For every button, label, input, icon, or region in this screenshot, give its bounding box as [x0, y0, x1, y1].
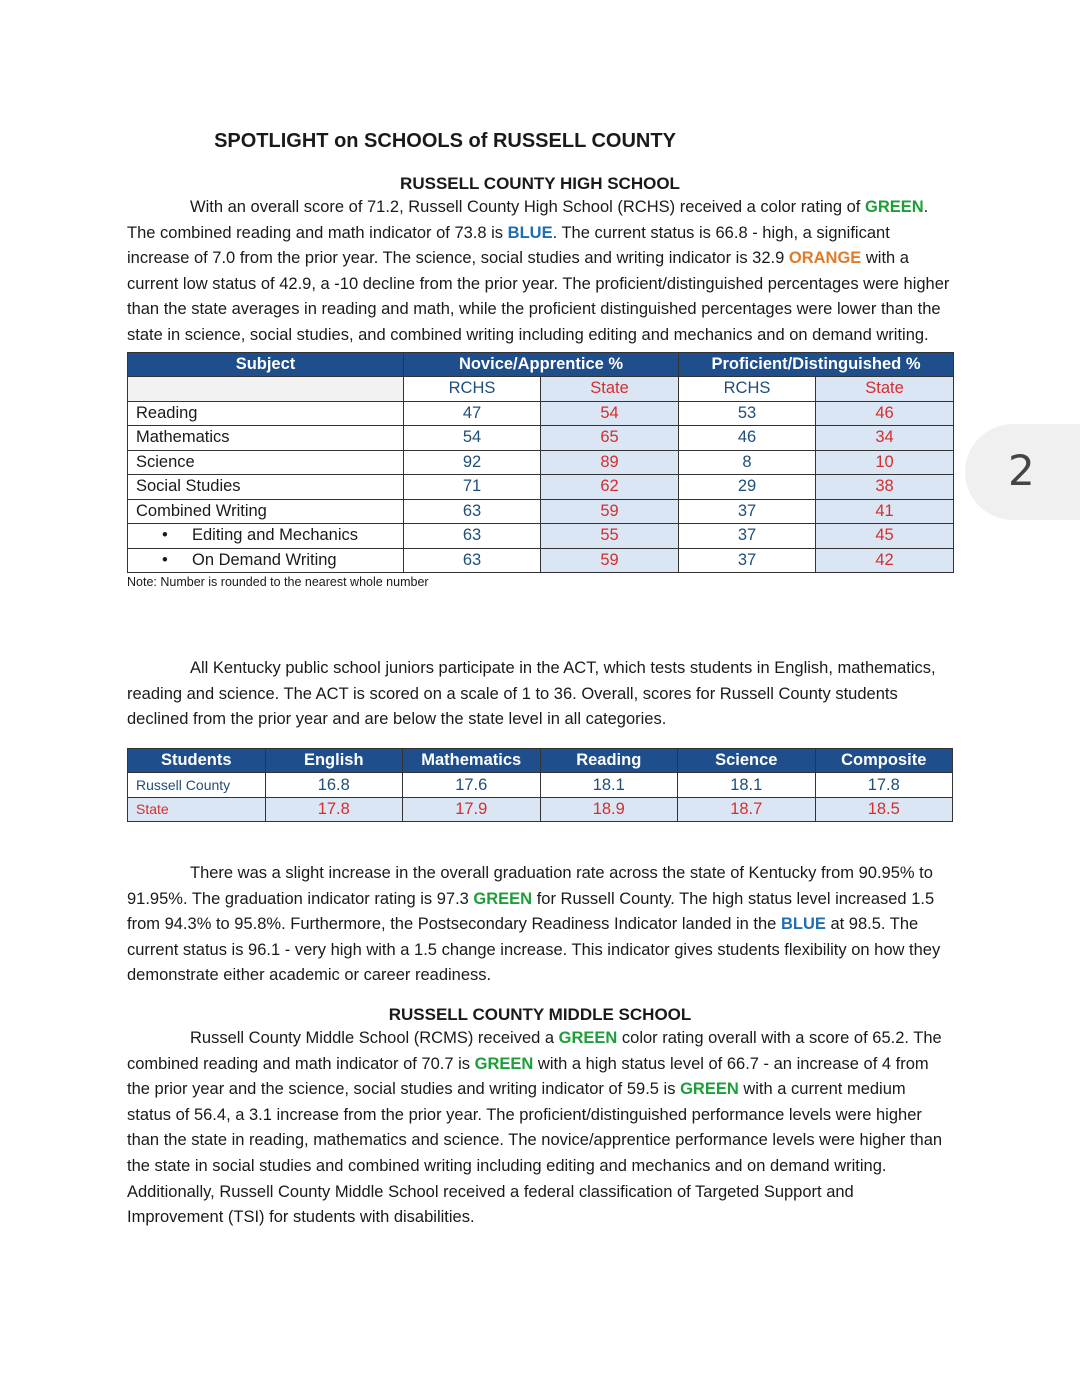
- cell: 65: [541, 426, 679, 451]
- text-run: Russell County Middle School (RCMS) received a: [190, 1029, 559, 1047]
- row-label: State: [128, 797, 266, 822]
- green-rating: GREEN: [558, 1029, 618, 1047]
- subheader-rchs: RCHS: [679, 377, 816, 402]
- row-label: Science: [128, 450, 404, 475]
- green-rating: GREEN: [474, 1054, 534, 1073]
- green-rating: GREEN: [680, 1080, 739, 1099]
- act-section: [127, 656, 953, 822]
- blue-rating: BLUE: [507, 223, 553, 242]
- text-run: . The current status is 66.8 - high, a significant increase of 7.0 from the prior year. The science, social studies and writing indicator is 32.9: [127, 223, 890, 268]
- table-row: [128, 797, 953, 822]
- text-run: with a high status level of 66.7 - an increase of 4 from the prior year and the science, social studies and writing indicator of 59.5 is: [127, 1054, 929, 1099]
- table-row: [128, 548, 954, 573]
- bullet-mark: •: [162, 526, 168, 545]
- table-row: [128, 524, 954, 549]
- page-title: SPOTLIGHT on SCHOOLS of RUSSELL COUNTY: [214, 130, 676, 152]
- cell: 46: [679, 426, 816, 451]
- col-header-proficient: Proficient/Distinguished %: [679, 352, 954, 377]
- col-header: Mathematics: [403, 748, 541, 773]
- cell: 59: [541, 548, 679, 573]
- row-label: Russell County: [128, 773, 266, 798]
- cell: 45: [816, 524, 954, 549]
- cell: 53: [679, 401, 816, 426]
- col-header: Students: [128, 748, 266, 773]
- page-number: 2: [1008, 446, 1035, 495]
- cell: 46: [816, 401, 954, 426]
- green-rating: GREEN: [473, 889, 533, 908]
- cell: 71: [404, 475, 541, 500]
- col-header: Science: [678, 748, 816, 773]
- cell: 47: [404, 401, 541, 426]
- cell: 17.8: [265, 797, 403, 822]
- middle-school-paragraph: [127, 1026, 953, 1231]
- cell: 63: [404, 524, 541, 549]
- cell: 63: [404, 499, 541, 524]
- green-rating: GREEN: [864, 198, 924, 216]
- cell: 38: [816, 475, 954, 500]
- text-run: . The combined reading and math indicator of 73.8 is: [127, 198, 929, 242]
- row-label: Mathematics: [128, 426, 404, 451]
- high-school-intro: [127, 195, 953, 349]
- cell: 18.1: [678, 773, 816, 798]
- table-row: [128, 450, 954, 475]
- cell: 37: [679, 499, 816, 524]
- cell: 42: [816, 548, 954, 573]
- cell: 37: [679, 548, 816, 573]
- col-header: English: [265, 748, 403, 773]
- table-note: Note: Number is rounded to the nearest whole number: [127, 575, 429, 590]
- assessment-table: [127, 352, 954, 574]
- cell: 29: [679, 475, 816, 500]
- act-paragraph: [127, 656, 953, 733]
- row-label: Combined Writing: [128, 499, 404, 524]
- row-label: [128, 548, 404, 573]
- text-run: All Kentucky public school juniors participate in the ACT, which tests students in English, mathematics, reading and science. The ACT is scored on a scale of 1 to 36. Overall, scores for Russell County students declined from the prior year and are below the state level in all categories.: [127, 659, 936, 729]
- cell: 54: [541, 401, 679, 426]
- text-run: With an overall score of 71.2, Russell County High School (RCHS) received a color rating of: [190, 198, 861, 216]
- text-run: with a current low status of 42.9, a -10 decline from the prior year. The proficient/distinguished percentages were higher than the state averages in reading and math, while the proficient distinguished percentages were lower than the state in science, social studies, and combined writing including editing and mechanics and on demand writing.: [127, 249, 950, 344]
- table-row: [128, 475, 954, 500]
- cell: 62: [541, 475, 679, 500]
- cell: 59: [541, 499, 679, 524]
- high-school-section: [127, 174, 953, 589]
- cell: 18.7: [678, 797, 816, 822]
- graduation-paragraph: [127, 861, 953, 989]
- table-row: [128, 773, 953, 798]
- table-row: [128, 401, 954, 426]
- cell: 54: [404, 426, 541, 451]
- cell: 17.8: [815, 773, 953, 798]
- graduation-section: [127, 861, 953, 989]
- act-table: [127, 748, 953, 823]
- text-run: with a current medium status of 56.4, a 3.1 increase from the prior year. The proficient/distinguished performance levels were higher than the state in reading, mathematics and science. The novice/apprentice performance levels were higher than the state in social studies and combined writing including editing and mechanics and on demand writing. Additionally, Russell County Middle School received a federal classification of Targeted Support and Improvement (TSI) for students with disabilities.: [127, 1080, 943, 1227]
- col-header-novice: Novice/Apprentice %: [404, 352, 679, 377]
- subheader-state: State: [541, 377, 679, 402]
- cell: 92: [404, 450, 541, 475]
- cell: 37: [679, 524, 816, 549]
- cell: 34: [816, 426, 954, 451]
- cell: 18.1: [540, 773, 678, 798]
- cell: 16.8: [265, 773, 403, 798]
- table-row: [128, 426, 954, 451]
- text-run: There was a slight increase in the overall graduation rate across the state of Kentucky from 90.95% to 91.95%. The graduation indicator rating is 97.3: [127, 864, 933, 908]
- cell: 18.5: [815, 797, 953, 822]
- bullet-mark: •: [162, 550, 168, 569]
- col-header: Reading: [540, 748, 678, 773]
- cell: 17.6: [403, 773, 541, 798]
- cell: 10: [816, 450, 954, 475]
- cell: 89: [541, 450, 679, 475]
- cell: 8: [679, 450, 816, 475]
- text-run: at 98.5. The current status is 96.1 - very high with a 1.5 change increase. This indicator gives students flexibility on how they demonstrate either academic or career readiness.: [127, 915, 941, 985]
- row-label-text: Editing and Mechanics: [192, 526, 359, 545]
- row-label: [128, 524, 404, 549]
- cell: 18.9: [540, 797, 678, 822]
- cell: 41: [816, 499, 954, 524]
- subheader-rchs: RCHS: [404, 377, 541, 402]
- row-label: Reading: [128, 401, 404, 426]
- row-label-text: On Demand Writing: [192, 550, 337, 569]
- cell: 55: [541, 524, 679, 549]
- cell: 63: [404, 548, 541, 573]
- cell: 17.9: [403, 797, 541, 822]
- table-row: [128, 499, 954, 524]
- middle-school-heading: RUSSELL COUNTY MIDDLE SCHOOL: [388, 1005, 692, 1024]
- middle-school-section: [127, 1005, 953, 1231]
- col-header-subject: Subject: [128, 352, 404, 377]
- text-run: color rating overall with a score of 65.2. The combined reading and math indicator of 70.7 is: [127, 1029, 942, 1073]
- subheader-state: State: [816, 377, 954, 402]
- orange-rating: ORANGE: [788, 249, 862, 268]
- text-run: for Russell County. The high status level increased 1.5 from 94.3% to 95.8%. Furthermore, the Postsecondary Readiness Indicator landed in the: [127, 889, 935, 934]
- col-header: Composite: [815, 748, 953, 773]
- high-school-heading: RUSSELL COUNTY HIGH SCHOOL: [400, 174, 680, 193]
- row-label: Social Studies: [128, 475, 404, 500]
- blue-rating: BLUE: [780, 915, 826, 934]
- blank-cell: [128, 377, 404, 402]
